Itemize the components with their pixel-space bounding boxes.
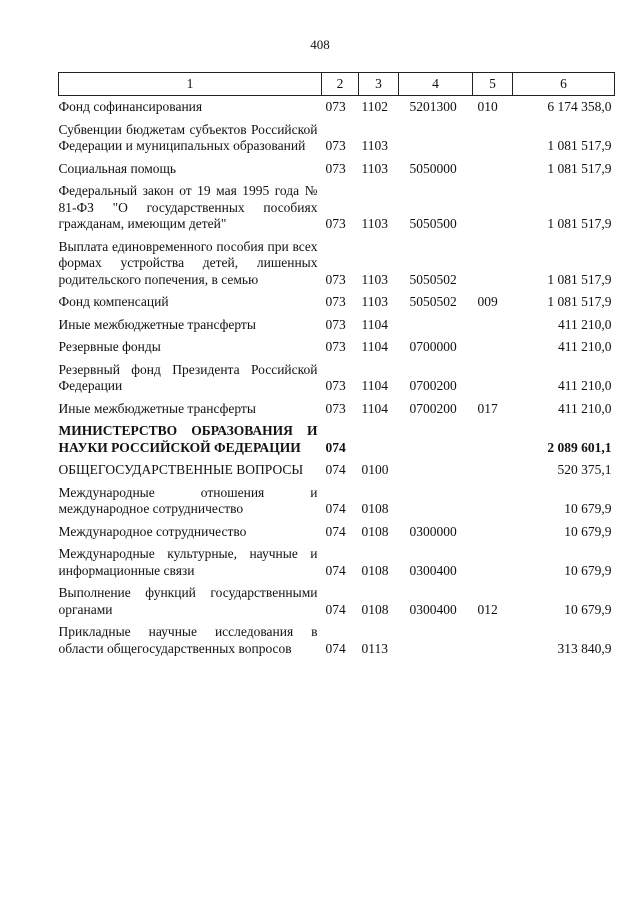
row-amount-cell: 313 840,9 [557, 640, 612, 656]
row-code-4-cell [399, 618, 473, 657]
row-code-3-cell: 0113 [361, 640, 388, 656]
row-code-4-cell: 5050000 [409, 160, 457, 176]
row-code-2-cell: 073 [325, 160, 346, 176]
row-amount-cell: 411 210,0 [558, 316, 612, 332]
row-name-cell: МИНИСТЕРСТВО ОБРАЗОВАНИЯ И НАУКИ РОССИЙСКОЙ ФЕДЕРАЦИИ [58, 423, 318, 455]
row-code-5-cell: 009 [477, 294, 498, 309]
table-row [59, 456, 615, 479]
row-code-2-cell: 073 [325, 271, 346, 287]
row-code-5-cell [473, 540, 513, 579]
row-code-3-cell: 0108 [361, 601, 389, 617]
row-code-2-cell: 074 [325, 439, 346, 455]
table-row [59, 288, 615, 311]
row-code-2-cell: 073 [325, 138, 346, 153]
header-col-1: 1 [59, 73, 322, 96]
header-col-5: 5 [473, 73, 513, 96]
row-code-4-cell [399, 311, 473, 334]
row-amount-cell: 411 210,0 [558, 339, 612, 354]
row-amount-cell: 10 679,9 [564, 562, 612, 578]
row-name-cell: Прикладные научные исследования в области общегосударственных вопросов [58, 624, 318, 656]
budget-table [58, 72, 615, 657]
row-code-3-cell: 1103 [361, 216, 388, 231]
row-code-4-cell: 0700200 [409, 378, 457, 393]
table-row [59, 540, 615, 579]
row-code-3-cell: 0108 [361, 523, 389, 539]
row-amount-cell: 6 174 358,0 [547, 99, 612, 114]
row-code-4-cell: 0300000 [409, 523, 457, 539]
row-code-4-cell: 0300400 [409, 601, 457, 617]
table-row [59, 333, 615, 356]
row-name-cell: Иные межбюджетные трансферты [58, 316, 256, 332]
row-code-5-cell: 012 [477, 601, 498, 617]
row-code-5-cell [473, 116, 513, 155]
row-amount-cell: 1 081 517,9 [547, 160, 612, 176]
row-code-4-cell: 5201300 [409, 99, 457, 114]
row-name-cell: Выполнение функций государственными органами [58, 585, 318, 617]
row-code-5-cell [473, 311, 513, 334]
row-code-2-cell: 073 [325, 99, 346, 114]
table-row [59, 518, 615, 541]
row-code-3-cell: 1103 [361, 160, 388, 176]
row-name-cell: Международные отношения и международное сотрудничество [58, 484, 318, 516]
row-amount-cell: 10 679,9 [564, 601, 612, 617]
row-code-5-cell: 010 [477, 99, 498, 114]
row-code-5-cell [473, 618, 513, 657]
row-name-cell: Выплата единовременного пособия при всех формах устройства детей, лишенных родительского попечения, в семью [58, 238, 318, 287]
row-code-5-cell [473, 479, 513, 518]
row-name-cell: Международные культурные, научные и информационные связи [58, 546, 318, 578]
row-code-2-cell: 074 [325, 462, 346, 477]
row-code-2-cell: 073 [325, 294, 346, 309]
row-code-4-cell: 0300400 [409, 562, 457, 578]
row-code-2-cell: 074 [325, 501, 346, 516]
table-row [59, 395, 615, 418]
row-code-2-cell: 074 [325, 523, 346, 539]
row-name-cell: Фонд компенсаций [58, 294, 169, 309]
row-name-cell: Резервные фонды [58, 339, 161, 354]
row-code-3-cell: 0100 [361, 462, 389, 477]
row-code-4-cell [399, 417, 473, 456]
row-code-2-cell: 073 [325, 378, 346, 393]
row-code-3-cell: 0108 [361, 562, 389, 578]
table-row [59, 155, 615, 178]
row-amount-cell: 1 081 517,9 [547, 271, 612, 287]
row-code-4-cell: 5050502 [409, 271, 457, 287]
table-row [59, 116, 615, 155]
table-row [59, 96, 615, 116]
row-name-cell: Субвенции бюджетам субъектов Российской Федерации и муниципальных образований [58, 121, 318, 153]
row-code-4-cell [399, 479, 473, 518]
row-code-3-cell: 1104 [361, 400, 388, 416]
row-code-4-cell: 0700200 [409, 400, 457, 416]
header-col-6: 6 [513, 73, 615, 96]
row-code-5-cell [473, 177, 513, 233]
table-row [59, 233, 615, 289]
row-code-3-cell: 1102 [361, 99, 388, 114]
row-amount-cell: 10 679,9 [564, 501, 612, 516]
header-col-3: 3 [359, 73, 399, 96]
table-row [59, 311, 615, 334]
page-number: 408 [310, 37, 330, 52]
row-amount-cell: 1 081 517,9 [547, 138, 612, 153]
row-code-3-cell [359, 417, 399, 456]
row-code-5-cell [473, 233, 513, 289]
row-amount-cell: 411 210,0 [558, 400, 612, 416]
row-code-4-cell: 0700000 [409, 339, 457, 354]
row-code-2-cell: 073 [325, 216, 346, 231]
row-code-2-cell: 073 [325, 339, 346, 354]
row-amount-cell: 1 081 517,9 [547, 294, 612, 309]
row-code-5-cell [473, 518, 513, 541]
row-code-3-cell: 1104 [361, 339, 388, 354]
row-amount-cell: 411 210,0 [558, 378, 612, 393]
row-code-2-cell: 074 [325, 601, 346, 617]
row-code-3-cell: 1104 [361, 316, 388, 332]
row-name-cell: Международное сотрудничество [58, 523, 247, 539]
row-code-5-cell: 017 [477, 400, 498, 416]
row-code-4-cell: 5050500 [409, 216, 457, 231]
row-amount-cell: 520 375,1 [557, 462, 612, 477]
row-code-2-cell: 074 [325, 640, 346, 656]
row-code-5-cell [473, 456, 513, 479]
table-row [59, 579, 615, 618]
row-amount-cell: 1 081 517,9 [547, 216, 612, 231]
row-code-5-cell [473, 155, 513, 178]
row-code-4-cell: 5050502 [409, 294, 457, 309]
row-code-5-cell [473, 356, 513, 395]
table-row [59, 177, 615, 233]
row-name-cell: Фонд софинансирования [58, 99, 203, 114]
row-code-4-cell [399, 116, 473, 155]
row-code-5-cell [473, 333, 513, 356]
row-name-cell: ОБЩЕГОСУДАРСТВЕННЫЕ ВОПРОСЫ [58, 462, 304, 477]
row-name-cell: Социальная помощь [58, 160, 177, 176]
row-code-2-cell: 073 [325, 316, 346, 332]
table-header-row [59, 73, 615, 96]
row-code-3-cell: 1103 [361, 138, 388, 153]
row-code-4-cell [399, 456, 473, 479]
header-col-4: 4 [399, 73, 473, 96]
table-row [59, 417, 615, 456]
header-col-2: 2 [322, 73, 359, 96]
row-code-5-cell [473, 417, 513, 456]
row-code-2-cell: 074 [325, 562, 346, 578]
row-code-3-cell: 1103 [361, 271, 388, 287]
row-code-3-cell: 1104 [361, 378, 388, 393]
row-code-2-cell: 073 [325, 400, 346, 416]
row-code-3-cell: 1103 [361, 294, 388, 309]
table-row [59, 618, 615, 657]
table-row [59, 479, 615, 518]
row-amount-cell: 10 679,9 [564, 523, 612, 539]
table-row [59, 356, 615, 395]
row-name-cell: Иные межбюджетные трансферты [58, 400, 256, 416]
row-amount-cell: 2 089 601,1 [547, 439, 612, 455]
row-name-cell: Резервный фонд Президента Российской Федерации [58, 361, 318, 393]
row-name-cell: Федеральный закон от 19 мая 1995 года № 81-ФЗ "О государственных пособиях гражданам, имеющим детей" [58, 183, 318, 231]
row-code-3-cell: 0108 [361, 501, 389, 516]
